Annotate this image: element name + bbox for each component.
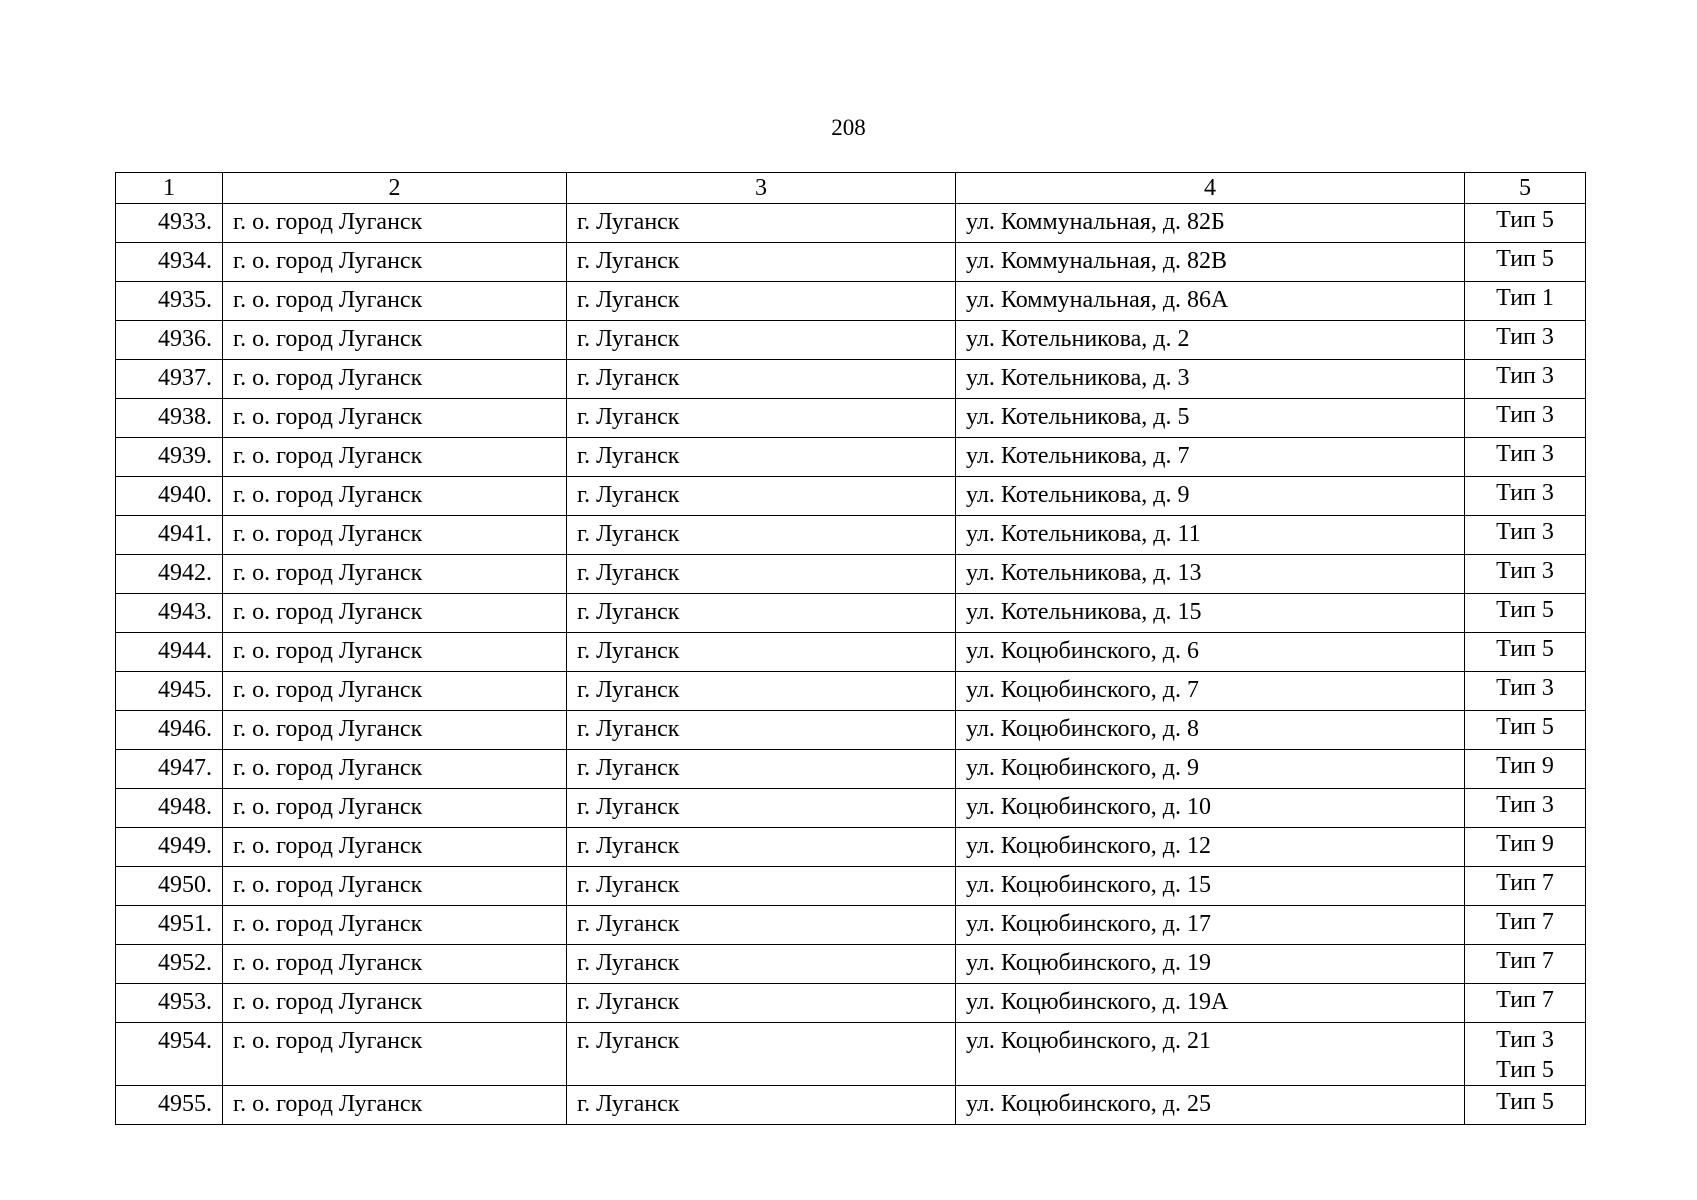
row-number: 4954. — [116, 1023, 223, 1086]
type-value: Тип 3 — [1496, 441, 1554, 467]
table-row — [116, 672, 1586, 711]
type-cell — [1465, 1023, 1586, 1086]
locality-cell: г. Луганск — [567, 828, 956, 867]
table-row — [116, 321, 1586, 360]
address-cell: ул. Коцюбинского, д. 17 — [956, 906, 1465, 945]
district-cell: г. о. город Луганск — [223, 321, 567, 360]
locality-cell: г. Луганск — [567, 516, 956, 555]
row-number: 4944. — [116, 633, 223, 672]
type-cell — [1465, 789, 1586, 828]
district-cell: г. о. город Луганск — [223, 360, 567, 399]
address-cell: ул. Коцюбинского, д. 21 — [956, 1023, 1465, 1086]
type-cell — [1465, 711, 1586, 750]
type-value: Тип 3 — [1496, 792, 1554, 818]
row-number: 4945. — [116, 672, 223, 711]
address-cell: ул. Коцюбинского, д. 19А — [956, 984, 1465, 1023]
locality-cell: г. Луганск — [567, 1023, 956, 1086]
table-row — [116, 1086, 1586, 1125]
row-number: 4936. — [116, 321, 223, 360]
type-cell — [1465, 594, 1586, 633]
locality-cell: г. Луганск — [567, 438, 956, 477]
type-value: Тип 3 — [1496, 675, 1554, 701]
address-table — [115, 172, 1586, 1125]
table-row — [116, 633, 1586, 672]
row-number: 4937. — [116, 360, 223, 399]
type-cell — [1465, 360, 1586, 399]
row-number: 4942. — [116, 555, 223, 594]
type-value: Тип 3 — [1496, 519, 1554, 545]
row-number: 4952. — [116, 945, 223, 984]
type-cell — [1465, 828, 1586, 867]
address-cell: ул. Котельникова, д. 7 — [956, 438, 1465, 477]
table-row — [116, 789, 1586, 828]
header-col-1: 1 — [116, 173, 223, 204]
table-row — [116, 594, 1586, 633]
locality-cell: г. Луганск — [567, 906, 956, 945]
locality-cell: г. Луганск — [567, 672, 956, 711]
table-row — [116, 867, 1586, 906]
type-cell — [1465, 282, 1586, 321]
table-row — [116, 555, 1586, 594]
row-number: 4939. — [116, 438, 223, 477]
district-cell: г. о. город Луганск — [223, 906, 567, 945]
type-value: Тип 3 — [1496, 558, 1554, 584]
address-cell: ул. Котельникова, д. 9 — [956, 477, 1465, 516]
locality-cell: г. Луганск — [567, 477, 956, 516]
type-cell — [1465, 399, 1586, 438]
locality-cell: г. Луганск — [567, 204, 956, 243]
row-number: 4953. — [116, 984, 223, 1023]
table-row — [116, 711, 1586, 750]
address-cell: ул. Коцюбинского, д. 25 — [956, 1086, 1465, 1125]
address-cell: ул. Коцюбинского, д. 9 — [956, 750, 1465, 789]
type-value: Тип 5 — [1496, 636, 1554, 662]
table-row — [116, 243, 1586, 282]
table-row — [116, 906, 1586, 945]
locality-cell: г. Луганск — [567, 945, 956, 984]
row-number: 4949. — [116, 828, 223, 867]
address-cell: ул. Котельникова, д. 15 — [956, 594, 1465, 633]
type-value: Тип 3 — [1496, 1027, 1554, 1053]
address-cell: ул. Коцюбинского, д. 6 — [956, 633, 1465, 672]
table-row — [116, 360, 1586, 399]
address-cell: ул. Коцюбинского, д. 15 — [956, 867, 1465, 906]
locality-cell: г. Луганск — [567, 555, 956, 594]
type-value: Тип 5 — [1496, 714, 1554, 740]
district-cell: г. о. город Луганск — [223, 750, 567, 789]
district-cell: г. о. город Луганск — [223, 828, 567, 867]
type-value: Тип 3 — [1496, 480, 1554, 506]
district-cell: г. о. город Луганск — [223, 711, 567, 750]
locality-cell: г. Луганск — [567, 321, 956, 360]
header-col-3: 3 — [567, 173, 956, 204]
address-cell: ул. Котельникова, д. 3 — [956, 360, 1465, 399]
district-cell: г. о. город Луганск — [223, 594, 567, 633]
row-number: 4933. — [116, 204, 223, 243]
type-value: Тип 1 — [1496, 285, 1554, 311]
row-number: 4943. — [116, 594, 223, 633]
row-number: 4947. — [116, 750, 223, 789]
table-row — [116, 399, 1586, 438]
type-value: Тип 3 — [1496, 324, 1554, 350]
type-cell — [1465, 555, 1586, 594]
address-cell: ул. Котельникова, д. 2 — [956, 321, 1465, 360]
district-cell: г. о. город Луганск — [223, 789, 567, 828]
type-value: Тип 5 — [1496, 246, 1554, 272]
table-row — [116, 1023, 1586, 1086]
district-cell: г. о. город Луганск — [223, 867, 567, 906]
address-cell: ул. Котельникова, д. 11 — [956, 516, 1465, 555]
district-cell: г. о. город Луганск — [223, 204, 567, 243]
type-cell — [1465, 750, 1586, 789]
address-cell: ул. Коцюбинского, д. 8 — [956, 711, 1465, 750]
type-value: Тип 9 — [1496, 753, 1554, 779]
row-number: 4941. — [116, 516, 223, 555]
row-number: 4951. — [116, 906, 223, 945]
row-number: 4935. — [116, 282, 223, 321]
table-row — [116, 516, 1586, 555]
district-cell: г. о. город Луганск — [223, 243, 567, 282]
district-cell: г. о. город Луганск — [223, 672, 567, 711]
address-cell: ул. Коцюбинского, д. 19 — [956, 945, 1465, 984]
type-cell — [1465, 1086, 1586, 1125]
header-col-5: 5 — [1465, 173, 1586, 204]
table-row — [116, 204, 1586, 243]
type-cell — [1465, 867, 1586, 906]
type-value: Тип 7 — [1496, 987, 1554, 1013]
district-cell: г. о. город Луганск — [223, 984, 567, 1023]
table-row — [116, 282, 1586, 321]
locality-cell: г. Луганск — [567, 867, 956, 906]
type-value: Тип 7 — [1496, 948, 1554, 974]
type-cell — [1465, 516, 1586, 555]
district-cell: г. о. город Луганск — [223, 282, 567, 321]
locality-cell: г. Луганск — [567, 633, 956, 672]
type-cell — [1465, 438, 1586, 477]
type-value: Тип 9 — [1496, 831, 1554, 857]
type-cell — [1465, 204, 1586, 243]
address-cell: ул. Коцюбинского, д. 12 — [956, 828, 1465, 867]
header-col-2: 2 — [223, 173, 567, 204]
district-cell: г. о. город Луганск — [223, 633, 567, 672]
address-cell: ул. Коцюбинского, д. 10 — [956, 789, 1465, 828]
locality-cell: г. Луганск — [567, 711, 956, 750]
locality-cell: г. Луганск — [567, 594, 956, 633]
row-number: 4940. — [116, 477, 223, 516]
type-cell — [1465, 984, 1586, 1023]
address-cell: ул. Котельникова, д. 13 — [956, 555, 1465, 594]
row-number: 4950. — [116, 867, 223, 906]
locality-cell: г. Луганск — [567, 984, 956, 1023]
district-cell: г. о. город Луганск — [223, 477, 567, 516]
type-cell — [1465, 945, 1586, 984]
address-cell: ул. Котельникова, д. 5 — [956, 399, 1465, 438]
district-cell: г. о. город Луганск — [223, 438, 567, 477]
table-row — [116, 828, 1586, 867]
district-cell: г. о. город Луганск — [223, 945, 567, 984]
district-cell: г. о. город Луганск — [223, 1023, 567, 1086]
row-number: 4946. — [116, 711, 223, 750]
type-cell — [1465, 321, 1586, 360]
locality-cell: г. Луганск — [567, 243, 956, 282]
row-number: 4938. — [116, 399, 223, 438]
district-cell: г. о. город Луганск — [223, 516, 567, 555]
type-cell — [1465, 906, 1586, 945]
table-body — [116, 204, 1586, 1125]
type-value: Тип 5 — [1496, 1057, 1554, 1083]
header-col-4: 4 — [956, 173, 1465, 204]
type-value: Тип 7 — [1496, 870, 1554, 896]
table-row — [116, 477, 1586, 516]
type-value: Тип 3 — [1496, 402, 1554, 428]
table-row — [116, 750, 1586, 789]
district-cell: г. о. город Луганск — [223, 555, 567, 594]
table-row — [116, 984, 1586, 1023]
row-number: 4955. — [116, 1086, 223, 1125]
locality-cell: г. Луганск — [567, 750, 956, 789]
type-value: Тип 5 — [1496, 207, 1554, 233]
page-number: 208 — [831, 115, 866, 140]
row-number: 4934. — [116, 243, 223, 282]
type-value: Тип 5 — [1496, 1089, 1554, 1115]
type-cell — [1465, 633, 1586, 672]
district-cell: г. о. город Луганск — [223, 399, 567, 438]
table-row — [116, 945, 1586, 984]
locality-cell: г. Луганск — [567, 282, 956, 321]
type-cell — [1465, 477, 1586, 516]
locality-cell: г. Луганск — [567, 399, 956, 438]
type-cell — [1465, 243, 1586, 282]
row-number: 4948. — [116, 789, 223, 828]
locality-cell: г. Луганск — [567, 789, 956, 828]
locality-cell: г. Луганск — [567, 360, 956, 399]
type-cell — [1465, 672, 1586, 711]
locality-cell: г. Луганск — [567, 1086, 956, 1125]
address-cell: ул. Коммунальная, д. 82В — [956, 243, 1465, 282]
type-value: Тип 7 — [1496, 909, 1554, 935]
table-row — [116, 438, 1586, 477]
type-value: Тип 3 — [1496, 363, 1554, 389]
address-cell: ул. Коцюбинского, д. 7 — [956, 672, 1465, 711]
address-cell: ул. Коммунальная, д. 82Б — [956, 204, 1465, 243]
address-cell: ул. Коммунальная, д. 86А — [956, 282, 1465, 321]
table-header-row — [116, 173, 1586, 204]
district-cell: г. о. город Луганск — [223, 1086, 567, 1125]
type-value: Тип 5 — [1496, 597, 1554, 623]
